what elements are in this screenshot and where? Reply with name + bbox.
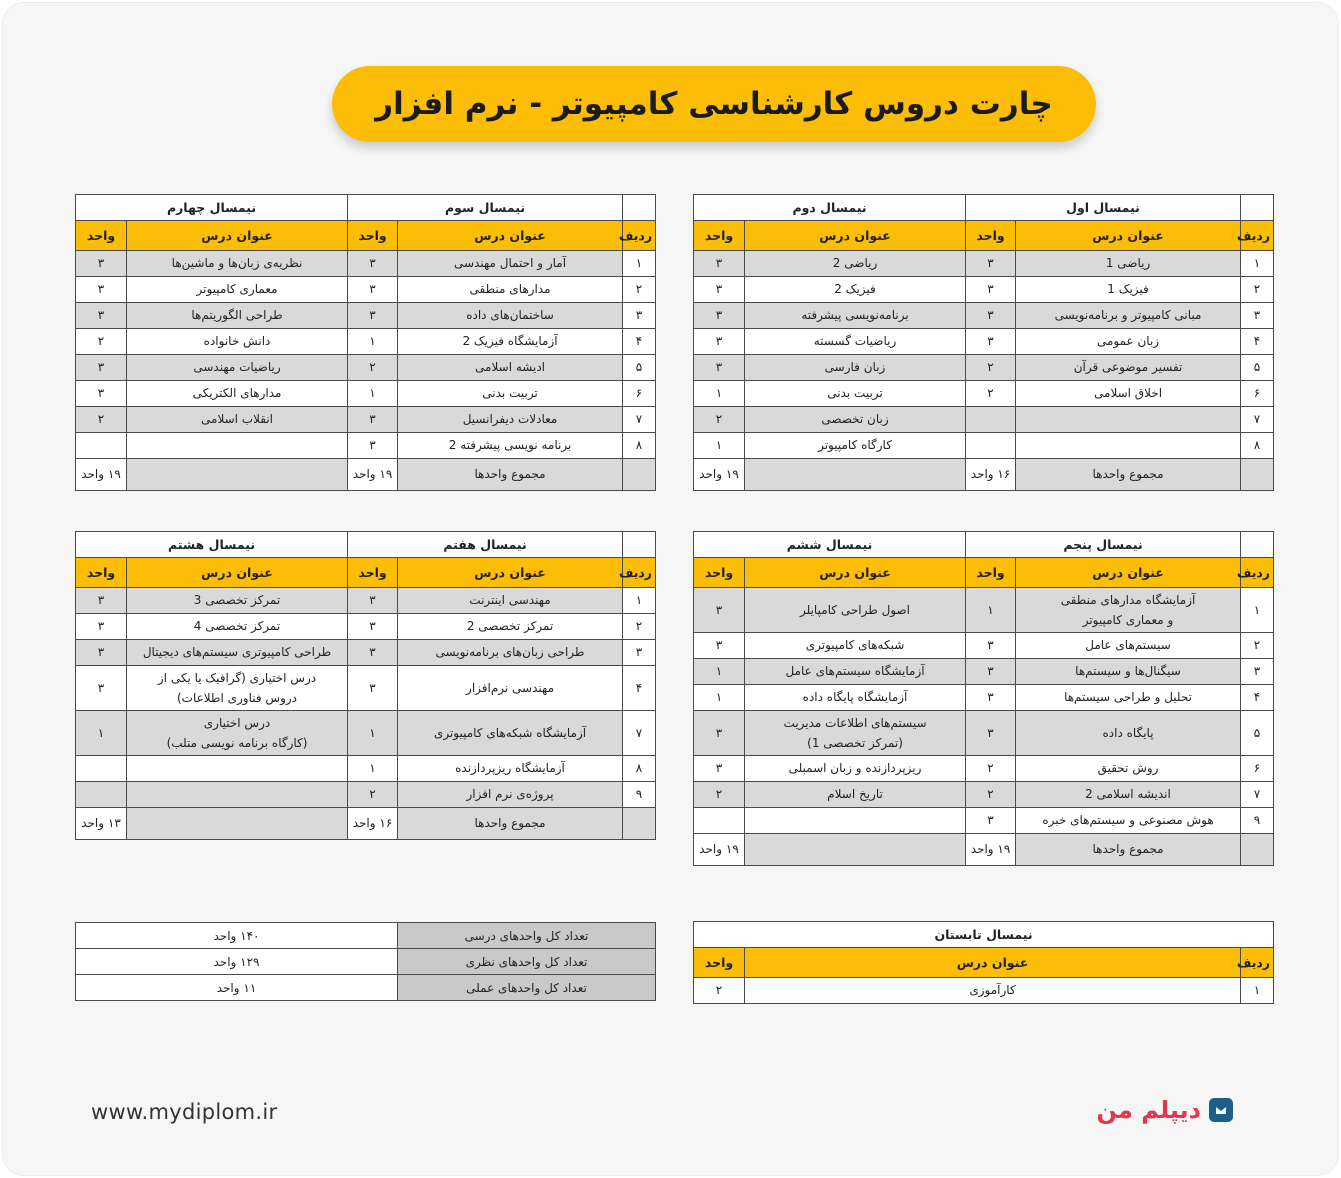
course-units: ۳ xyxy=(348,614,398,640)
total-label: مجموع واحدها xyxy=(398,459,623,491)
course-name xyxy=(127,782,348,808)
course-name: انقلاب اسلامی xyxy=(127,407,348,433)
course-units: ۳ xyxy=(76,666,127,711)
semester-5-title: نیمسال پنجم xyxy=(966,532,1241,558)
row-number: ۵ xyxy=(1241,355,1274,381)
course-name: ریاضیات مهندسی xyxy=(127,355,348,381)
course-name: آزمایشگاه پایگاه داده xyxy=(745,685,966,711)
table-row xyxy=(694,433,1274,459)
course-name xyxy=(1016,407,1241,433)
row-number: ۵ xyxy=(1241,711,1274,756)
course-units: ۳ xyxy=(966,633,1016,659)
course-units: ۳ xyxy=(348,277,398,303)
col-course-header: عنوان درس xyxy=(1016,558,1241,588)
course-name: مبانی کامپیوتر و برنامه‌نویسی xyxy=(1016,303,1241,329)
table-row xyxy=(694,659,1274,685)
course-units: ۳ xyxy=(966,303,1016,329)
semester-4-total: ۱۹ واحد xyxy=(76,459,127,491)
course-name: معادلات دیفرانسیل xyxy=(398,407,623,433)
course-name: آمار و احتمال مهندسی xyxy=(398,251,623,277)
col-units-header: واحد xyxy=(76,558,127,588)
course-name: آزمایشگاه شبکه‌های کامپیوتری xyxy=(398,711,623,756)
semester-3-total: ۱۹ واحد xyxy=(348,459,398,491)
summer-title: نیمسال تابستان xyxy=(694,922,1274,948)
course-name: پروژه‌ی نرم افزار xyxy=(398,782,623,808)
website-url[interactable]: www.mydiplom.ir xyxy=(91,1100,278,1124)
col-row-header: ردیف xyxy=(1241,948,1274,978)
table-semesters-1-2 xyxy=(693,194,1274,491)
table-row xyxy=(694,633,1274,659)
col-course-header: عنوان درس xyxy=(127,558,348,588)
course-units: ۳ xyxy=(966,711,1016,756)
course-units: ۳ xyxy=(694,251,745,277)
table-row xyxy=(76,251,656,277)
row-number: ۲ xyxy=(1241,633,1274,659)
course-name: مدارهای الکتریکی xyxy=(127,381,348,407)
col-units-header: واحد xyxy=(966,221,1016,251)
course-units: ۳ xyxy=(694,633,745,659)
row-number: ۳ xyxy=(1241,303,1274,329)
table-row xyxy=(694,329,1274,355)
course-name: تربیت بدنی xyxy=(398,381,623,407)
table-semesters-3-4 xyxy=(75,194,656,491)
course-units: ۱ xyxy=(694,433,745,459)
course-units: ۳ xyxy=(76,355,127,381)
semester-3-title: نیمسال سوم xyxy=(348,195,623,221)
total-label: مجموع واحدها xyxy=(1016,459,1241,491)
table-row xyxy=(694,685,1274,711)
course-units: ۳ xyxy=(966,251,1016,277)
course-units: ۲ xyxy=(348,355,398,381)
table-semesters-7-8 xyxy=(75,531,656,840)
row-number: ۲ xyxy=(623,614,656,640)
table-row xyxy=(76,277,656,303)
table-row xyxy=(76,949,656,975)
row-number: ۷ xyxy=(623,407,656,433)
course-name: سیستم‌های عامل xyxy=(1016,633,1241,659)
course-name: ادیشه اسلامی xyxy=(398,355,623,381)
semester-1-title: نیمسال اول xyxy=(966,195,1241,221)
total-label: مجموع واحدها xyxy=(398,808,623,840)
course-name: زبان فارسی xyxy=(745,355,966,381)
table-row xyxy=(694,303,1274,329)
course-name: ریزپردازنده و زبان اسمبلی xyxy=(745,756,966,782)
course-name: درس اختیاری (کارگاه برنامه نویسی متلب) xyxy=(127,711,348,756)
course-units xyxy=(76,782,127,808)
row-number: ۷ xyxy=(623,711,656,756)
course-name: اصول طراحی کامپایلر xyxy=(745,588,966,633)
col-units-header: واحد xyxy=(694,221,745,251)
course-name: دانش خانواده xyxy=(127,329,348,355)
total-row xyxy=(76,459,656,491)
course-units: ۳ xyxy=(694,588,745,633)
course-name: تمرکز تخصصی 3 xyxy=(127,588,348,614)
semester-2-title: نیمسال دوم xyxy=(694,195,966,221)
course-name: شبکه‌های کامپیوتری xyxy=(745,633,966,659)
col-units-header: واحد xyxy=(76,221,127,251)
row-number: ۳ xyxy=(623,640,656,666)
course-name xyxy=(1016,433,1241,459)
col-course-header: عنوان درس xyxy=(745,558,966,588)
col-course-header: عنوان درس xyxy=(398,558,623,588)
course-units: ۲ xyxy=(694,407,745,433)
course-name: آزمایشگاه فیزیک 2 xyxy=(398,329,623,355)
course-units: ۳ xyxy=(694,756,745,782)
course-units xyxy=(694,808,745,834)
row-number: ۱ xyxy=(1241,588,1274,633)
col-course-header: عنوان درس xyxy=(745,948,1241,978)
col-units-header: واحد xyxy=(694,948,745,978)
practical-units-label: تعداد کل واحدهای عملی xyxy=(398,975,656,1001)
table-row xyxy=(76,923,656,949)
course-name: ریاضیات گسسته xyxy=(745,329,966,355)
course-units: ۳ xyxy=(76,277,127,303)
row-number: ۶ xyxy=(1241,381,1274,407)
table-row xyxy=(694,978,1274,1004)
table-summer xyxy=(693,921,1274,1004)
total-label: مجموع واحدها xyxy=(1016,834,1241,866)
course-name: مهندسی نرم‌افزار xyxy=(398,666,623,711)
course-name: نظریه‌ی زبان‌ها و ماشین‌ها xyxy=(127,251,348,277)
row-number: ۸ xyxy=(1241,433,1274,459)
table-row xyxy=(76,782,656,808)
course-name: تاریخ اسلام xyxy=(745,782,966,808)
table-row xyxy=(76,303,656,329)
course-units xyxy=(76,433,127,459)
row-number: ۱ xyxy=(1241,978,1274,1004)
row-number: ۳ xyxy=(1241,659,1274,685)
total-row xyxy=(694,834,1274,866)
course-units: ۳ xyxy=(348,666,398,711)
course-units: ۳ xyxy=(348,251,398,277)
table-totals xyxy=(75,922,656,1001)
course-name xyxy=(127,433,348,459)
course-name: آزمایشگاه ریزپردازنده xyxy=(398,756,623,782)
course-name: ریاضی 1 xyxy=(1016,251,1241,277)
row-number: ۳ xyxy=(623,303,656,329)
course-units: ۳ xyxy=(966,329,1016,355)
course-units: ۳ xyxy=(966,685,1016,711)
course-name: مهندسی اینترنت xyxy=(398,588,623,614)
row-number: ۶ xyxy=(1241,756,1274,782)
table-row xyxy=(76,407,656,433)
course-name: اندیشه اسلامی 2 xyxy=(1016,782,1241,808)
course-name: تمرکز تخصصی 4 xyxy=(127,614,348,640)
table-row xyxy=(694,277,1274,303)
row-number: ۶ xyxy=(623,381,656,407)
course-units xyxy=(966,407,1016,433)
col-units-header: واحد xyxy=(694,558,745,588)
row-number: ۴ xyxy=(1241,685,1274,711)
total-units-value: ۱۴۰ واحد xyxy=(76,923,398,949)
table-row xyxy=(76,640,656,666)
course-units: ۱ xyxy=(348,329,398,355)
semester-8-total: ۱۳ واحد xyxy=(76,808,127,840)
brand-logo xyxy=(1096,1096,1233,1124)
table-row xyxy=(76,381,656,407)
col-course-header: عنوان درس xyxy=(398,221,623,251)
course-units: ۱ xyxy=(348,711,398,756)
course-units: ۳ xyxy=(76,381,127,407)
course-units: ۳ xyxy=(76,614,127,640)
course-name: پایگاه داده xyxy=(1016,711,1241,756)
table-row xyxy=(694,808,1274,834)
course-units: ۳ xyxy=(348,640,398,666)
semester-5-total: ۱۹ واحد xyxy=(966,834,1016,866)
course-name: سیگنال‌ها و سیستم‌ها xyxy=(1016,659,1241,685)
table-row xyxy=(694,782,1274,808)
course-units: ۳ xyxy=(76,251,127,277)
course-name: معماری کامپیوتر xyxy=(127,277,348,303)
table-row xyxy=(76,666,656,711)
course-name: اخلاق اسلامی xyxy=(1016,381,1241,407)
course-name: زبان تخصصی xyxy=(745,407,966,433)
course-units: ۳ xyxy=(348,407,398,433)
table-row xyxy=(694,756,1274,782)
col-units-header: واحد xyxy=(348,558,398,588)
course-units: ۳ xyxy=(694,355,745,381)
course-units: ۱ xyxy=(694,659,745,685)
course-units: ۱ xyxy=(694,381,745,407)
table-row xyxy=(694,711,1274,756)
row-number: ۷ xyxy=(1241,407,1274,433)
table-row xyxy=(694,381,1274,407)
course-units: ۳ xyxy=(76,640,127,666)
table-row xyxy=(76,975,656,1001)
course-name: طراحی الگوریتم‌ها xyxy=(127,303,348,329)
course-name xyxy=(127,756,348,782)
total-units-label: تعداد کل واحدهای درسی xyxy=(398,923,656,949)
course-units: ۱ xyxy=(694,685,745,711)
course-units: ۳ xyxy=(966,659,1016,685)
course-name: هوش مصنوعی و سیستم‌های خبره xyxy=(1016,808,1241,834)
course-name: طراحی کامپیوتری سیستم‌های دیجیتال xyxy=(127,640,348,666)
row-number: ۱ xyxy=(1241,251,1274,277)
course-name: روش تحقیق xyxy=(1016,756,1241,782)
table-row xyxy=(76,433,656,459)
course-units: ۲ xyxy=(966,782,1016,808)
course-units: ۲ xyxy=(76,407,127,433)
col-units-header: واحد xyxy=(966,558,1016,588)
total-row xyxy=(76,808,656,840)
table-semesters-5-6 xyxy=(693,531,1274,866)
course-name: برنامه‌نویسی پیشرفته xyxy=(745,303,966,329)
row-number: ۴ xyxy=(623,329,656,355)
course-name: درس اختیاری (گرافیک یا یکی از دروس فناوری اطلاعات) xyxy=(127,666,348,711)
course-name: تربیت بدنی xyxy=(745,381,966,407)
course-name: ساختمان‌های داده xyxy=(398,303,623,329)
row-number: ۹ xyxy=(623,782,656,808)
course-name xyxy=(745,808,966,834)
semester-title xyxy=(1241,195,1274,221)
semester-4-title: نیمسال چهارم xyxy=(76,195,348,221)
course-units: ۲ xyxy=(966,381,1016,407)
course-units: ۳ xyxy=(694,277,745,303)
course-units: ۳ xyxy=(966,277,1016,303)
course-name: کارگاه کامپیوتر xyxy=(745,433,966,459)
course-units xyxy=(966,433,1016,459)
table-row xyxy=(694,588,1274,633)
brand-name: دیپلم من xyxy=(1096,1096,1201,1124)
row-number: ۹ xyxy=(1241,808,1274,834)
course-name: برنامه نویسی پیشرفته 2 xyxy=(398,433,623,459)
table-row xyxy=(76,329,656,355)
course-units: ۳ xyxy=(348,433,398,459)
row-number: ۴ xyxy=(623,666,656,711)
col-row-header: ردیف xyxy=(623,221,656,251)
col-units-header: واحد xyxy=(348,221,398,251)
course-units: ۱ xyxy=(348,756,398,782)
course-units: ۱ xyxy=(966,588,1016,633)
col-row-header: ردیف xyxy=(1241,558,1274,588)
brand-logo-icon xyxy=(1209,1098,1233,1122)
theory-units-value: ۱۲۹ واحد xyxy=(76,949,398,975)
course-name: سیستم‌های اطلاعات مدیریت (تمرکز تخصصی 1) xyxy=(745,711,966,756)
course-units: ۳ xyxy=(694,303,745,329)
row-number: ۵ xyxy=(623,355,656,381)
table-row xyxy=(694,407,1274,433)
course-name: فیزیک 2 xyxy=(745,277,966,303)
course-units: ۱ xyxy=(76,711,127,756)
total-row xyxy=(694,459,1274,491)
col-course-header: عنوان درس xyxy=(127,221,348,251)
course-units: ۳ xyxy=(76,588,127,614)
course-name: فیزیک 1 xyxy=(1016,277,1241,303)
course-units: ۳ xyxy=(348,588,398,614)
title-banner xyxy=(332,66,1096,142)
course-units: ۲ xyxy=(694,978,745,1004)
course-units: ۲ xyxy=(966,355,1016,381)
course-units: ۲ xyxy=(76,329,127,355)
table-row xyxy=(76,588,656,614)
semester-8-title: نیمسال هشتم xyxy=(76,532,348,558)
page-title: چارت دروس کارشناسی کامپیوتر - نرم افزار xyxy=(375,86,1053,122)
row-number: ۴ xyxy=(1241,329,1274,355)
course-units: ۳ xyxy=(694,329,745,355)
course-units xyxy=(76,756,127,782)
row-number: ۷ xyxy=(1241,782,1274,808)
course-units: ۲ xyxy=(966,756,1016,782)
table-row xyxy=(694,251,1274,277)
row-number: ۱ xyxy=(623,251,656,277)
course-units: ۳ xyxy=(694,711,745,756)
course-name: زبان عمومی xyxy=(1016,329,1241,355)
course-units: ۳ xyxy=(76,303,127,329)
col-course-header: عنوان درس xyxy=(1016,221,1241,251)
theory-units-label: تعداد کل واحدهای نظری xyxy=(398,949,656,975)
course-units: ۳ xyxy=(348,303,398,329)
semester-6-total: ۱۹ واحد xyxy=(694,834,745,866)
row-number: ۸ xyxy=(623,756,656,782)
row-number: ۱ xyxy=(623,588,656,614)
semester-2-total: ۱۹ واحد xyxy=(694,459,745,491)
row-number: ۲ xyxy=(623,277,656,303)
table-row xyxy=(694,355,1274,381)
semester-7-total: ۱۶ واحد xyxy=(348,808,398,840)
course-units: ۳ xyxy=(966,808,1016,834)
table-row xyxy=(76,711,656,756)
course-name: تحلیل و طراحی سیستم‌ها xyxy=(1016,685,1241,711)
table-row xyxy=(76,355,656,381)
course-name: طراحی زبان‌های برنامه‌نویسی xyxy=(398,640,623,666)
table-row xyxy=(76,614,656,640)
course-units: ۲ xyxy=(348,782,398,808)
course-name: تمرکز تخصصی 2 xyxy=(398,614,623,640)
course-name: آزمایشگاه سیستم‌های عامل xyxy=(745,659,966,685)
practical-units-value: ۱۱ واحد xyxy=(76,975,398,1001)
course-name: مدارهای منطقی xyxy=(398,277,623,303)
course-name: تفسیر موضوعی قرآن xyxy=(1016,355,1241,381)
semester-7-title: نیمسال هفتم xyxy=(348,532,623,558)
table-row xyxy=(76,756,656,782)
course-name: ریاضی 2 xyxy=(745,251,966,277)
col-row-header: ردیف xyxy=(1241,221,1274,251)
semester-1-total: ۱۶ واحد xyxy=(966,459,1016,491)
row-number: ۲ xyxy=(1241,277,1274,303)
course-name: کارآموزی xyxy=(745,978,1241,1004)
col-row-header: ردیف xyxy=(623,558,656,588)
course-units: ۱ xyxy=(348,381,398,407)
course-units: ۲ xyxy=(694,782,745,808)
row-number: ۸ xyxy=(623,433,656,459)
semester-6-title: نیمسال ششم xyxy=(694,532,966,558)
course-name: آزمایشگاه مدارهای منطقی و معماری کامپیوتر xyxy=(1016,588,1241,633)
col-course-header: عنوان درس xyxy=(745,221,966,251)
